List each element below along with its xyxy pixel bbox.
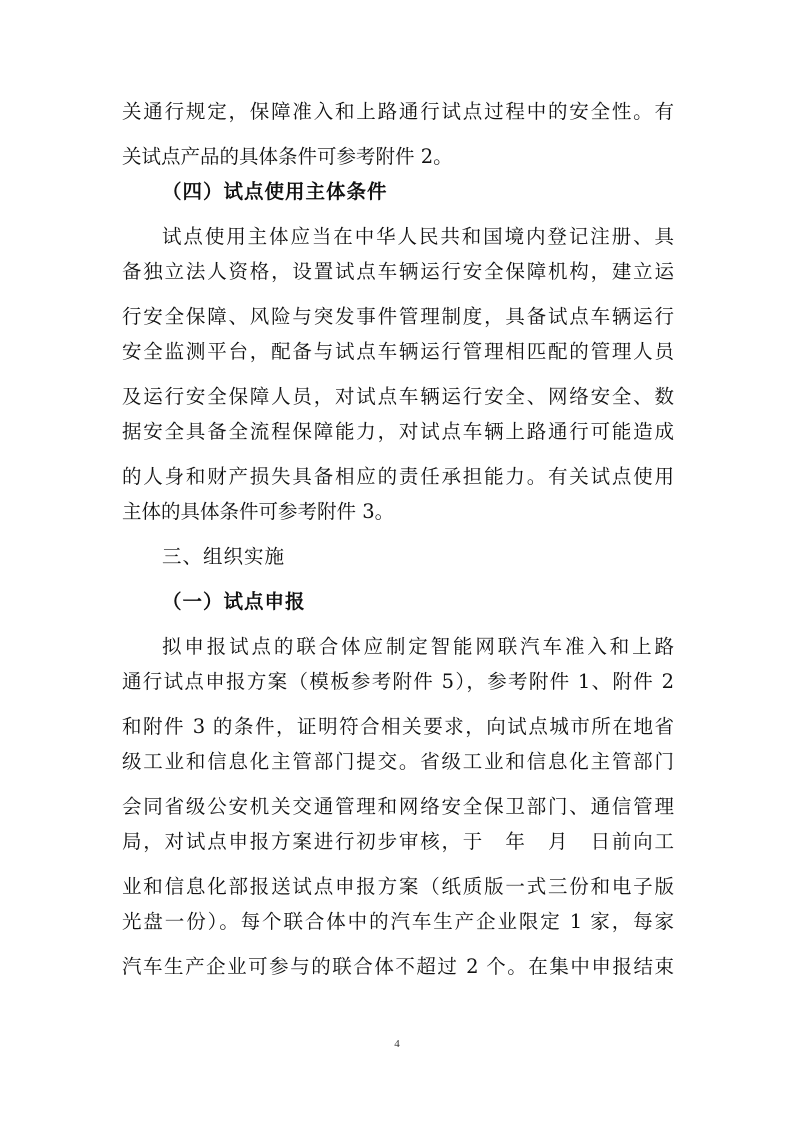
paragraph-line: 关通行规定，保障准入和上路通行试点过程中的安全性。有 [122,100,674,123]
paragraph-line: 会同省级公安机关交通管理和网络安全保卫部门、通信管理 [122,795,674,818]
paragraph-line: 拟申报试点的联合体应制定智能网联汽车准入和上路 [162,635,674,658]
paragraph-line: 试点使用主体应当在中华人民共和国境内登记注册、具 [162,225,674,248]
paragraph-line: 通行试点申报方案（模板参考附件 5），参考附件 1、附件 2 [122,670,674,693]
paragraph-line: 备独立法人资格，设置试点车辆运行安全保障机构，建立运 [122,260,674,283]
paragraph-line: 据安全具备全流程保障能力，对试点车辆上路通行可能造成 [122,420,674,443]
paragraph-line: 光盘一份）。每个联合体中的汽车生产企业限定 1 家，每家 [122,910,674,933]
paragraph-line: 主体的具体条件可参考附件 3。 [122,500,395,523]
paragraph-line: 的人身和财产损失具备相应的责任承担能力。有关试点使用 [122,465,674,488]
section-heading: （四）试点使用主体条件 [162,180,388,203]
paragraph-line: 关试点产品的具体条件可参考附件 2。 [122,145,453,168]
paragraph-line: 级工业和信息化主管部门提交。省级工业和信息化主管部门 [122,750,674,773]
page-number: 4 [394,1038,400,1050]
section-heading: （一）试点申报 [162,590,306,613]
paragraph-line: 局，对试点申报方案进行初步审核，于 年 月 日前向工 [122,830,674,853]
paragraph-line: 汽车生产企业可参与的联合体不超过 2 个。在集中申报结束 [122,955,674,978]
chapter-heading: 三、组织实施 [162,545,286,568]
paragraph-line: 业和信息化部报送试点申报方案（纸质版一式三份和电子版 [122,875,674,898]
paragraph-line: 和附件 3 的条件，证明符合相关要求，向试点城市所在地省 [122,715,674,738]
paragraph-line: 行安全保障、风险与突发事件管理制度，具备试点车辆运行 [122,305,674,328]
paragraph-line: 安全监测平台，配备与试点车辆运行管理相匹配的管理人员 [122,340,674,363]
paragraph-line: 及运行安全保障人员，对试点车辆运行安全、网络安全、数 [122,385,674,408]
